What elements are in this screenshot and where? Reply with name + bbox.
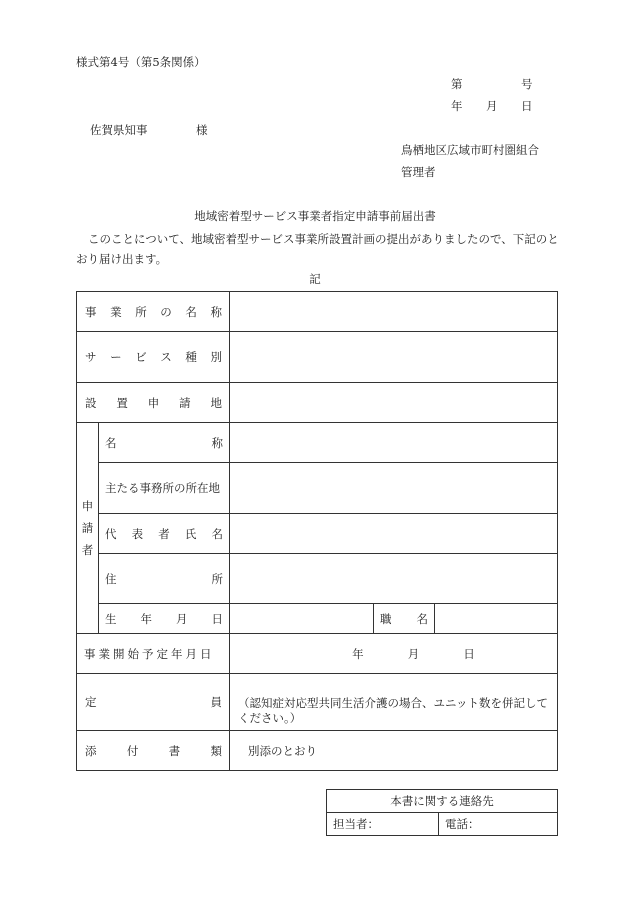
organization-name: 鳥栖地区広域市町村圏組合 — [401, 143, 539, 157]
contact-title: 本書に関する連絡先 — [327, 790, 558, 813]
form-number: 様式第4号（第5条関係） — [76, 55, 206, 69]
value-address[interactable] — [230, 554, 558, 604]
manager-label: 管理者 — [401, 165, 436, 179]
label-start-date: 事業開始予定年月日 — [77, 634, 230, 674]
value-site[interactable] — [230, 383, 558, 423]
label-main-office: 主たる事務所の所在地 — [99, 463, 230, 514]
date-year: 年 — [451, 99, 463, 113]
document-number-suffix: 号 — [521, 77, 533, 91]
row-office-name — [77, 292, 558, 332]
capacity-note: （認知症対応型共同生活介護の場合、ユニット数を併記してください。） — [238, 696, 549, 725]
contact-phone[interactable]: 電話： — [439, 813, 558, 836]
value-main-office[interactable] — [230, 463, 558, 514]
document-title: 地域密着型サービス事業者指定申請事前届出書 — [194, 209, 436, 223]
value-position[interactable] — [435, 604, 558, 634]
value-service-type[interactable] — [230, 332, 558, 383]
row-applicant-name — [77, 423, 558, 463]
contact-person[interactable]: 担当者： — [327, 813, 439, 836]
row-representative — [77, 514, 558, 554]
label-position: 職 名 — [374, 604, 435, 634]
row-start-date — [77, 634, 558, 674]
row-site — [77, 383, 558, 423]
label-representative: 代 表 者 氏 名 — [99, 514, 230, 554]
application-table — [76, 291, 558, 771]
label-attachments: 添 付 書 類 — [77, 731, 230, 771]
label-applicant: 申 請 者 — [77, 423, 99, 634]
row-service-type — [77, 332, 558, 383]
value-office-name[interactable] — [230, 292, 558, 332]
intro-text: このことについて、地域密着型サービス事業所設置計画の提出がありましたので、下記のとおり届け出ます。 — [76, 232, 559, 266]
date-day: 日 — [521, 99, 533, 113]
label-birthdate: 生 年 月 日 — [99, 604, 230, 634]
label-capacity: 定 員 — [77, 674, 230, 731]
label-applicant-name: 名 称 — [99, 423, 230, 463]
date-month: 月 — [486, 99, 498, 113]
value-capacity[interactable] — [230, 674, 558, 731]
value-start-date[interactable]: 年 月 日 — [230, 634, 558, 674]
contact-box — [326, 789, 558, 836]
row-main-office — [77, 463, 558, 514]
addressee-honorific: 様 — [196, 123, 208, 137]
value-birthdate[interactable] — [230, 604, 374, 634]
row-attachments — [77, 731, 558, 771]
label-service-type: サ ー ビ ス 種 別 — [77, 332, 230, 383]
value-representative[interactable] — [230, 514, 558, 554]
label-office-name: 事 業 所 の 名 称 — [77, 292, 230, 332]
value-applicant-name[interactable] — [230, 423, 558, 463]
addressee: 佐賀県知事 — [90, 123, 148, 137]
label-address: 住 所 — [99, 554, 230, 604]
row-address — [77, 554, 558, 604]
row-birthdate — [77, 604, 558, 634]
row-capacity — [77, 674, 558, 731]
document-number-prefix: 第 — [451, 77, 463, 91]
label-site: 設 置 申 請 地 — [77, 383, 230, 423]
ki-heading: 記 — [309, 272, 321, 286]
value-attachments[interactable]: 別添のとおり — [230, 731, 558, 771]
